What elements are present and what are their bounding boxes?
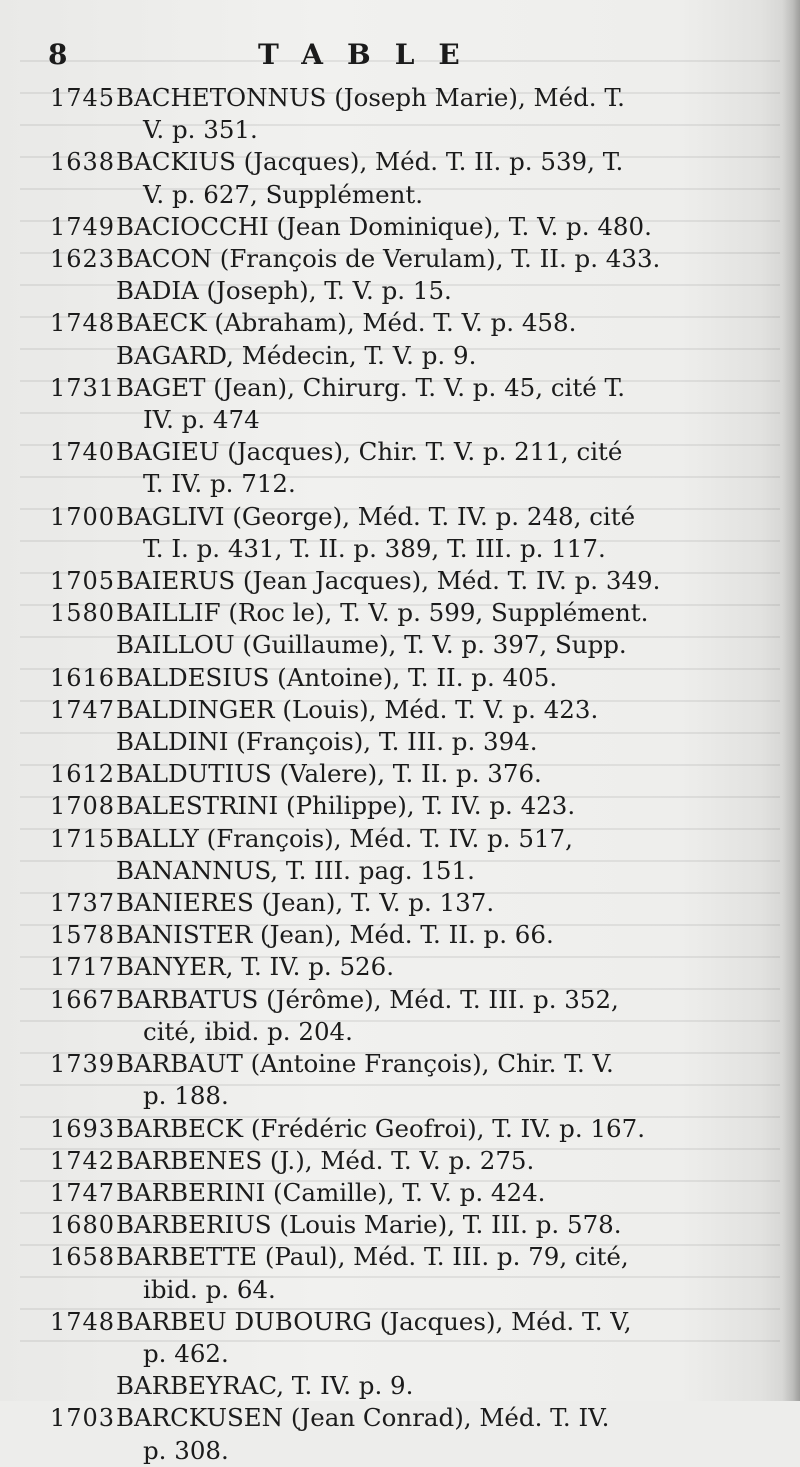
entry-year: 1708 (50, 792, 116, 821)
entry-text: p. 308. (143, 1435, 229, 1465)
index-entry-continuation (50, 179, 750, 211)
index-entry (50, 501, 750, 533)
page-header (48, 38, 760, 78)
index-entry (50, 1113, 750, 1145)
index-entry-continuation (50, 404, 750, 436)
entry-text: BARBAUT (Antoine François), Chir. T. V. (116, 1049, 614, 1079)
index-entry (50, 887, 750, 919)
index-entry (50, 855, 750, 887)
entry-text: BAILLOU (Guillaume), T. V. p. 397, Supp. (116, 630, 627, 660)
index-entry-continuation (50, 114, 750, 146)
entry-text: BALLY (François), Méd. T. IV. p. 517, (116, 823, 573, 853)
entry-year: 1740 (50, 438, 116, 467)
index-entries (50, 82, 750, 1467)
entry-text: BACIOCCHI (Jean Dominique), T. V. p. 480. (116, 211, 652, 241)
entry-text: ibid. p. 64. (143, 1274, 276, 1304)
index-entry (50, 82, 750, 114)
entry-text: BAGLIVI (George), Méd. T. IV. p. 248, cité (116, 501, 636, 531)
entry-text: BADIA (Joseph), T. V. p. 15. (116, 276, 452, 306)
entry-year: 1658 (50, 1243, 116, 1272)
entry-text: BACON (François de Verulam), T. II. p. 433. (116, 244, 661, 274)
page-number: 8 (48, 38, 68, 71)
entry-year: 1731 (50, 373, 116, 402)
index-entry (50, 984, 750, 1016)
entry-year: 1667 (50, 985, 116, 1014)
index-entry (50, 1145, 750, 1177)
index-entry (50, 1306, 750, 1338)
entry-text: BAGARD, Médecin, T. V. p. 9. (116, 340, 477, 370)
index-entry (50, 436, 750, 468)
entry-text: BAILLIF (Roc le), T. V. p. 599, Supplément. (116, 598, 649, 628)
index-entry (50, 340, 750, 372)
entry-text: IV. p. 474 (143, 405, 260, 435)
entry-year: 1693 (50, 1114, 116, 1143)
entry-year: 1748 (50, 1307, 116, 1336)
entry-year: 1739 (50, 1050, 116, 1079)
index-entry (50, 1402, 750, 1434)
index-entry (50, 146, 750, 178)
entry-text: BARBERIUS (Louis Marie), T. III. p. 578. (116, 1210, 622, 1240)
entry-text: cité, ibid. p. 204. (143, 1016, 353, 1046)
entry-year: 1747 (50, 695, 116, 724)
entry-text: V. p. 627, Supplément. (143, 179, 423, 209)
entry-year: 1748 (50, 309, 116, 338)
entry-year: 1715 (50, 824, 116, 853)
index-entry (50, 629, 750, 661)
entry-year: 1705 (50, 567, 116, 596)
entry-text: BARBECK (Frédéric Geofroi), T. IV. p. 167. (116, 1113, 645, 1143)
index-entry (50, 275, 750, 307)
index-entry (50, 919, 750, 951)
entry-text: BAIERUS (Jean Jacques), Méd. T. IV. p. 349. (116, 566, 661, 596)
entry-year: 1717 (50, 953, 116, 982)
index-entry (50, 758, 750, 790)
entry-text: BARBATUS (Jérôme), Méd. T. III. p. 352, (116, 984, 619, 1014)
index-entry (50, 597, 750, 629)
entry-text: BALDESIUS (Antoine), T. II. p. 405. (116, 662, 558, 692)
entry-text: BANANNUS, T. III. pag. 151. (116, 855, 475, 885)
index-entry (50, 1177, 750, 1209)
entry-year: 1638 (50, 148, 116, 177)
entry-year: 1742 (50, 1146, 116, 1175)
entry-text: T. I. p. 431, T. II. p. 389, T. III. p. 117. (143, 533, 606, 563)
index-entry (50, 243, 750, 275)
index-entry (50, 951, 750, 983)
entry-year: 1737 (50, 889, 116, 918)
entry-text: BALDUTIUS (Valere), T. II. p. 376. (116, 759, 542, 789)
entry-year: 1747 (50, 1178, 116, 1207)
entry-year: 1745 (50, 84, 116, 112)
index-entry (50, 1370, 750, 1402)
index-entry (50, 823, 750, 855)
running-title: TABLE (258, 38, 484, 71)
index-entry (50, 1209, 750, 1241)
entry-text: BARBETTE (Paul), Méd. T. III. p. 79, cité, (116, 1242, 629, 1272)
entry-text: BARBERINI (Camille), T. V. p. 424. (116, 1177, 546, 1207)
index-entry (50, 790, 750, 822)
entry-year: 1749 (50, 212, 116, 241)
entry-text: BAGET (Jean), Chirurg. T. V. p. 45, cité T. (116, 372, 626, 402)
entry-text: BANYER, T. IV. p. 526. (116, 952, 395, 982)
index-entry (50, 307, 750, 339)
entry-text: T. IV. p. 712. (143, 469, 296, 499)
index-entry-continuation (50, 1080, 750, 1112)
entry-text: BALESTRINI (Philippe), T. IV. p. 423. (116, 791, 576, 821)
entry-text: BANISTER (Jean), Méd. T. II. p. 66. (116, 920, 554, 950)
entry-text: BAGIEU (Jacques), Chir. T. V. p. 211, cité (116, 437, 623, 467)
index-entry (50, 1241, 750, 1273)
entry-year: 1580 (50, 599, 116, 628)
entry-text: p. 188. (143, 1081, 229, 1111)
index-entry (50, 662, 750, 694)
page-edge (782, 0, 800, 1401)
index-entry-continuation (50, 1338, 750, 1370)
index-entry (50, 694, 750, 726)
entry-text: BACHETONNUS (Joseph Marie), Méd. T. (116, 83, 625, 112)
entry-text: BARBEU DUBOURG (Jacques), Méd. T. V, (116, 1306, 632, 1336)
index-entry-continuation (50, 533, 750, 565)
entry-year: 1680 (50, 1211, 116, 1240)
index-entry (50, 1048, 750, 1080)
entry-text: V. p. 351. (143, 115, 258, 145)
entry-text: BARBEYRAC, T. IV. p. 9. (116, 1371, 414, 1401)
entry-text: p. 462. (143, 1338, 229, 1368)
index-entry (50, 726, 750, 758)
entry-text: BALDINGER (Louis), Méd. T. V. p. 423. (116, 694, 599, 724)
entry-year: 1703 (50, 1404, 116, 1433)
entry-year: 1700 (50, 502, 116, 531)
index-entry-continuation (50, 1435, 750, 1467)
entry-year: 1612 (50, 760, 116, 789)
index-entry (50, 372, 750, 404)
index-entry-continuation (50, 1016, 750, 1048)
entry-text: BARCKUSEN (Jean Conrad), Méd. T. IV. (116, 1403, 610, 1433)
entry-text: BACKIUS (Jacques), Méd. T. II. p. 539, T. (116, 147, 624, 177)
entry-year: 1616 (50, 663, 116, 692)
index-entry-continuation (50, 1274, 750, 1306)
index-entry (50, 211, 750, 243)
entry-text: BARBENES (J.), Méd. T. V. p. 275. (116, 1145, 535, 1175)
index-entry-continuation (50, 468, 750, 500)
entry-text: BAECK (Abraham), Méd. T. V. p. 458. (116, 308, 577, 338)
entry-year: 1578 (50, 921, 116, 950)
entry-text: BANIERES (Jean), T. V. p. 137. (116, 888, 495, 918)
entry-year: 1623 (50, 245, 116, 274)
index-entry (50, 565, 750, 597)
entry-text: BALDINI (François), T. III. p. 394. (116, 727, 538, 757)
